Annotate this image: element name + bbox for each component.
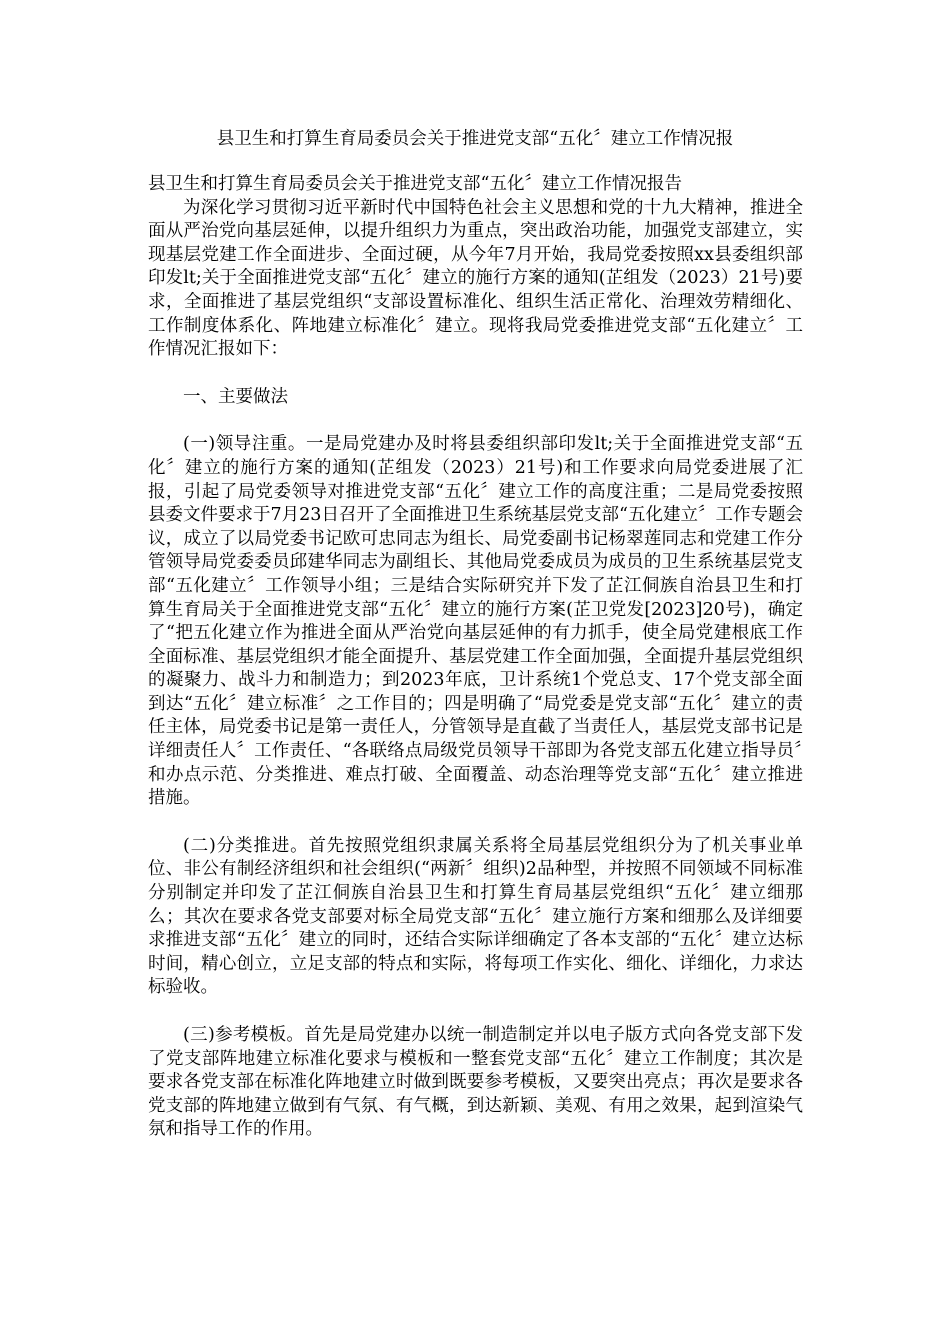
document-title: 县卫生和打算生育局委员会关于推进党支部“五化〞建立工作情况报 [216, 129, 734, 149]
paragraph-leadership: (一)领导注重。一是局党建办及时将县委组织部印发lt;关于全面推进党支部“五化〞建立的施行方案的通知(芷组发（2023）21号)和工作要求向局党委进展了汇报，引起了局党委领导对推进党支部“五化〞建立工作的高度注重；二是局党委按照县委文件要求于7月23日召开了全面推进卫生系统基层党支部“五化建立〞工作专题会议，成立了以局党委书记欧可忠同志为组长、局党委副书记杨翠莲同志和党建工作分管领导局党委委员邱建华同志为副组长、其他局党委成员为成员的卫生系统基层党支部“五化建立〞工作领导小组；三是结合实际研究并下发了芷江侗族自治县卫生和打算生育局关于全面推进党支部“五化〞建立的施行方案(芷卫党发[2023]20号)，确定了“把五化建立作为推进全面从严治党向基层延伸的有力抓手，使全局党建根底工作全面标准、基层党组织才能全面提升、基层党建工作全面加强，全面提升基层党组织的凝聚力、战斗力和制造力；到2023年底，卫计系统1个党总支、17个党支部全面到达“五化〞建立标准〞之工作目的；四是明确了“局党委是党支部“五化〞建立的责任主体，局党委书记是第一责任人，分管领导是直截了当责任人，基层党支部书记是详细责任人〞工作责任、“各联络点局级党员领导干部即为各党支部五化建立指导员〞和办点示范、分类推进、难点打破、全面覆盖、动态治理等党支部“五化〞建立推进措施。 [148, 434, 803, 809]
document-body [148, 173, 803, 1142]
report-subtitle: 县卫生和打算生育局委员会关于推进党支部“五化〞建立工作情况报告 [148, 174, 682, 194]
section-heading: 一、主要做法 [183, 386, 288, 407]
paragraph-classification: (二)分类推进。首先按照党组织隶属关系将全局基层党组织分为了机关事业单位、非公有制经济组织和社会组织(“两新〞组织)2品种型，并按照不同领域不同标准分别制定并印发了芷江侗族自治县卫生和打算生育局基层党组织“五化〞建立细那么；其次在要求各党支部要对标全局党支部“五化〞建立施行方案和细那么及详细要求推进支部“五化〞建立的同时，还结合实际详细确定了各本支部的“五化〞建立达标时间，精心创立，立足支部的特点和实际，将每项工作实化、细化、详细化，力求达标验收。 [148, 835, 803, 998]
intro-paragraph: 为深化学习贯彻习近平新时代中国特色社会主义思想和党的十九大精神，推进全面从严治党向基层延伸，以提升组织力为重点，突出政治功能，加强党支部建立，实现基层党建工作全面进步、全面过硬，从今年7月开始，我局党委按照xx县委组织部印发lt;关于全面推进党支部“五化〞建立的施行方案的通知(芷组发（2023）21号)要求，全面推进了基层党组织“支部设置标准化、组织生活正常化、治理效劳精细化、工作制度体系化、阵地建立标准化〞建立。现将我局党委推进党支部“五化建立〞工作情况汇报如下： [148, 197, 803, 360]
paragraph-templates: (三)参考模板。首先是局党建办以统一制造制定并以电子版方式向各党支部下发了党支部阵地建立标准化要求与模板和一整套党支部“五化〞建立工作制度；其次是要求各党支部在标准化阵地建立时做到既要参考模板，又要突出亮点；再次是要求各党支部的阵地建立做到有气氛、有气概，到达新颖、美观、有用之效果，起到渲染气氛和指导工作的作用。 [148, 1025, 803, 1140]
